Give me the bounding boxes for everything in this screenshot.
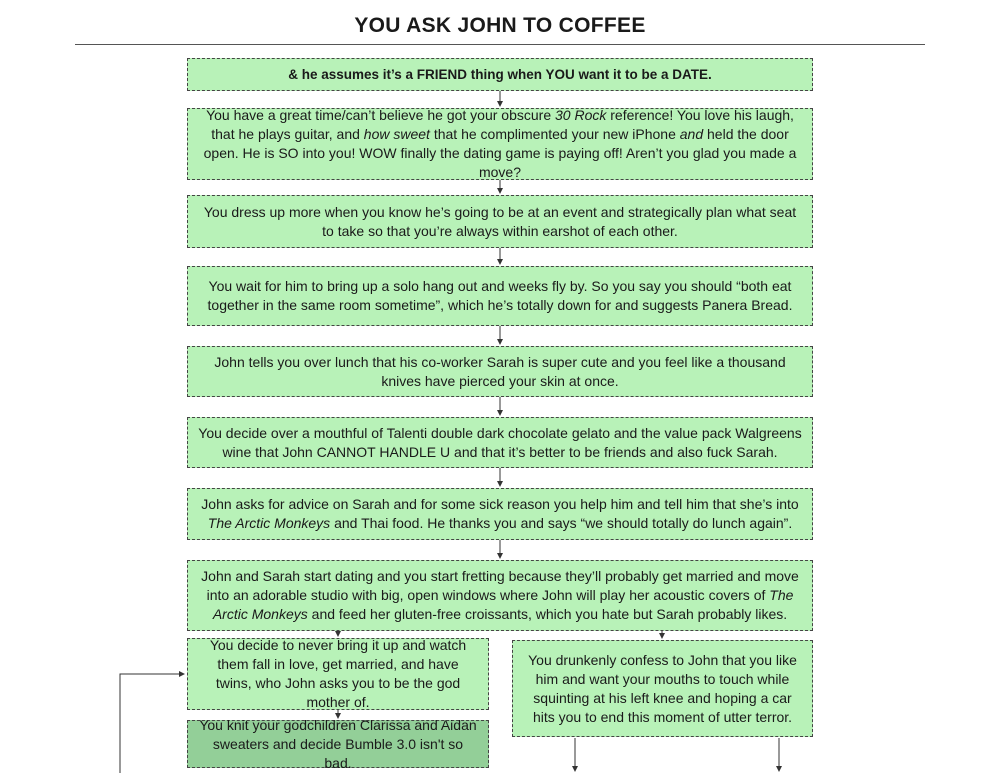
branch-left-1-text: You decide to never bring it up and watch them fall in love, get married, and have twins, who John asks you to be the god mother of. — [209, 637, 467, 710]
step-3-text: You dress up more when you know he’s going to be at an event and strategically plan what seat to take so that you’re always within earshot of each other. — [203, 203, 797, 239]
step-4-box — [187, 266, 813, 326]
step-1-box — [187, 58, 813, 91]
step-7-text: John asks for advice on Sarah and for some sick reason you help him and tell him that she’s into The Arctic Monkeys and Thai food. He thanks you and says “we should totally do lunch again”. — [201, 496, 799, 531]
italic-phrase: The Arctic Monkeys — [207, 515, 331, 531]
step-3-box — [187, 195, 813, 248]
step-5-text: John tells you over lunch that his co-worker Sarah is super cute and you feel like a thousand knives have pierced your skin at once. — [214, 353, 786, 389]
step-2-text: You have a great time/can’t believe he got your obscure 30 Rock reference! You love his laugh, that he plays guitar, and how sweet that he complimented your new iPhone and held the door open. He is SO into you! WOW finally the dating game is paying off! Aren’t you glad you made a move? — [203, 107, 797, 180]
step-6-box — [187, 417, 813, 468]
step-6-text: You decide over a mouthful of Talenti double dark chocolate gelato and the value pack Walgreens wine that John CANNOT HANDLE U and that it’s better to be friends and also fuck Sarah. — [198, 424, 802, 460]
step-7-box — [187, 488, 813, 540]
branch-left-1-box — [187, 638, 489, 710]
italic-phrase: The Arctic Monkeys — [212, 587, 794, 622]
loop-arrow — [120, 674, 184, 773]
step-2-box — [187, 108, 813, 180]
step-1-text: & he assumes it’s a FRIEND thing when YOU want it to be a DATE. — [288, 67, 712, 82]
branch-right-1-box — [512, 640, 813, 737]
italic-phrase: how sweet — [363, 126, 430, 142]
branch-left-2-text: You knit your godchildren Clarissa and Aidan sweaters and decide Bumble 3.0 isn't so bad. — [199, 716, 477, 771]
step-4-text: You wait for him to bring up a solo hang out and weeks fly by. So you say you should “both eat together in the same room sometime”, which he’s totally down for and suggests Panera Bread. — [207, 278, 793, 313]
page-title: YOU ASK JOHN TO COFFEE — [354, 14, 646, 37]
branch-right-1-text: You drunkenly confess to John that you like him and want your mouths to touch while squinting at his left knee and hoping a car hits you to end this moment of utter terror. — [528, 651, 797, 725]
step-8-text: John and Sarah start dating and you start fretting because they’ll probably get married and move into an adorable studio with big, open windows where John will play her acoustic covers of The Arctic Monkeys and feed her gluten-free croissants, which you hate but Sarah probably likes. — [201, 568, 799, 622]
branch-left-2-box — [187, 716, 489, 771]
step-5-box — [187, 346, 813, 397]
italic-phrase: and — [679, 126, 704, 142]
italic-phrase: 30 Rock — [555, 107, 607, 123]
step-8-box — [187, 560, 813, 631]
